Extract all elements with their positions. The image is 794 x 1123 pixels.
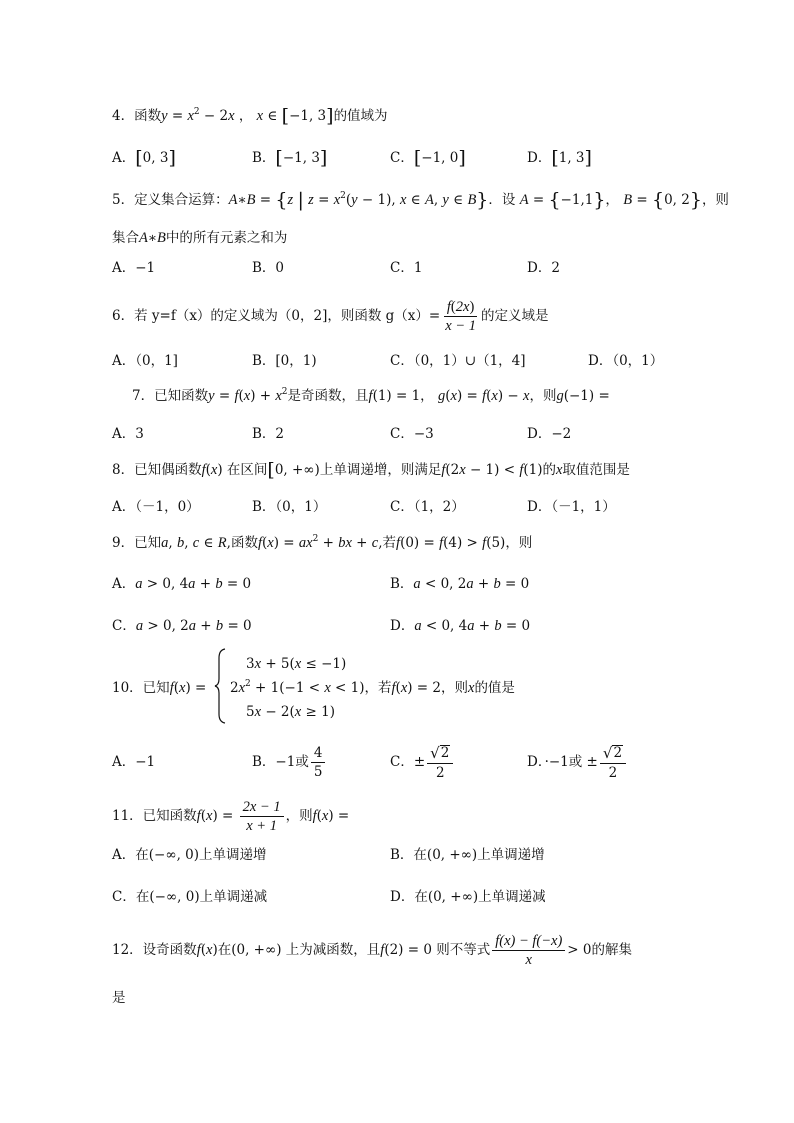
q4-option-b: B．[−1, 3]: [252, 147, 328, 169]
q7-stem: 7．已知函数$y = f(x) + x^2$是奇函数，且f(1) = 1， g(x) = f(x) − x，则g(−1) =: [132, 387, 610, 404]
q8-stem: 8．已知偶函数f(x) 在区间[0, +∞)上单调递增，则满足f(2x − 1) < f(1)的x取值范围是: [112, 459, 630, 481]
q9-option-b: B．a < 0, 2a + b = 0: [390, 576, 530, 592]
q12-stem: 12．设奇函数f(x)在(0, +∞) 上为减函数，且f(2) = 0 则不等式 $\frac{f(x) - f(-x)}{x}$ > 0的解集: [112, 933, 632, 968]
q9-option-a: A．a > 0, 4a + b = 0: [112, 576, 252, 592]
q10-option-d: D．·−1或 ± √ 2 2: [527, 742, 628, 782]
q10-case-3: 5x − 2(x ≥ 1): [246, 704, 335, 720]
q7-option-b: B．2: [252, 426, 285, 442]
q5-option-c: C．1: [390, 260, 423, 276]
q5-option-d: D．2: [527, 260, 560, 276]
q6-stem: 6．若 y=f（x）的定义域为（0，2]，则函数 g（x）= $\frac{f(2x)}{x - 1}$ 的定义域是: [112, 299, 549, 334]
q6-option-c: C．（0，1）∪（1，4]: [390, 353, 526, 369]
q11-option-b: B．在(0, +∞)上单调递增: [390, 847, 545, 863]
q6-option-a: A．（0，1]: [112, 353, 178, 369]
q7-option-a: A．3: [112, 426, 144, 442]
q9-stem: 9．已知a, b, c ∈ R,函数$f(x) = ax^2$ + bx + c,若f(0) = f(4) > f(5)，则: [112, 534, 533, 551]
q10-case-1: 3x + 5(x ≤ −1): [246, 656, 347, 672]
q12-stem-cont: 是: [112, 990, 126, 1006]
q10-case-2: $2x^2 + 1(-1 < x < 1)$，若f(x) = 2，则x的值是: [230, 679, 515, 696]
q10-option-a: A．−1: [112, 754, 156, 770]
q4-option-a: A．[0, 3]: [112, 147, 176, 169]
q8-option-b: B．（0，1）: [252, 499, 327, 515]
q8-option-d: D．（－1，1）: [527, 499, 616, 515]
q5-stem-cont: 集合A∗B中的所有元素之和为: [112, 230, 288, 246]
q10-stem: 10．已知f(x) =: [112, 680, 207, 696]
q4-option-c: C．[−1, 0]: [390, 147, 466, 169]
q6-option-b: B．[0，1): [252, 353, 317, 369]
q5-option-a: A．−1: [112, 260, 156, 276]
q10-stem-text-2: ，若: [364, 680, 392, 696]
piecewise-brace: [214, 648, 226, 724]
q5-option-b: B．0: [252, 260, 285, 276]
q11-option-c: C．在(−∞, 0)上单调递减: [112, 889, 268, 905]
q7-option-d: D．−2: [527, 426, 572, 442]
q4-stem: 4．函数$y = x^2 - 2x$ ， x ∈ [−1, 3]的值域为: [112, 105, 388, 127]
q10-option-b: B．−1或 $\frac{4}{5}$: [252, 742, 327, 782]
q9-option-c: C．a > 0, 2a + b = 0: [112, 618, 252, 634]
q11-stem: 11．已知函数f(x) = $\frac{2x - 1}{x + 1}$ ，则f(x) =: [112, 799, 350, 834]
q7-option-c: C．−3: [390, 426, 434, 442]
q8-option-a: A．（－1，0）: [112, 499, 200, 515]
q11-option-d: D．在(0, +∞)上单调递减: [390, 889, 546, 905]
q9-option-d: D．a < 0, 4a + b = 0: [390, 618, 531, 634]
q4-option-d: D．[1, 3]: [527, 147, 592, 169]
q10-option-c: C．± √ 2 2: [390, 742, 455, 782]
q4-stem-text: 4．函数: [112, 108, 162, 124]
q6-option-d: D．（0，1）: [588, 353, 664, 369]
q5-stem: 5．定义集合运算：A∗B = {z | $z = x^2(y - 1)$, x ∈ A, y ∈ B}．设 A = {−1,1}， B = {0, 2}，则: [112, 189, 729, 211]
q11-option-a: A．在(−∞, 0)上单调递增: [112, 847, 267, 863]
q8-option-c: C．（1，2）: [390, 499, 465, 515]
q4-stem-text-2: 的值域为: [333, 108, 388, 124]
